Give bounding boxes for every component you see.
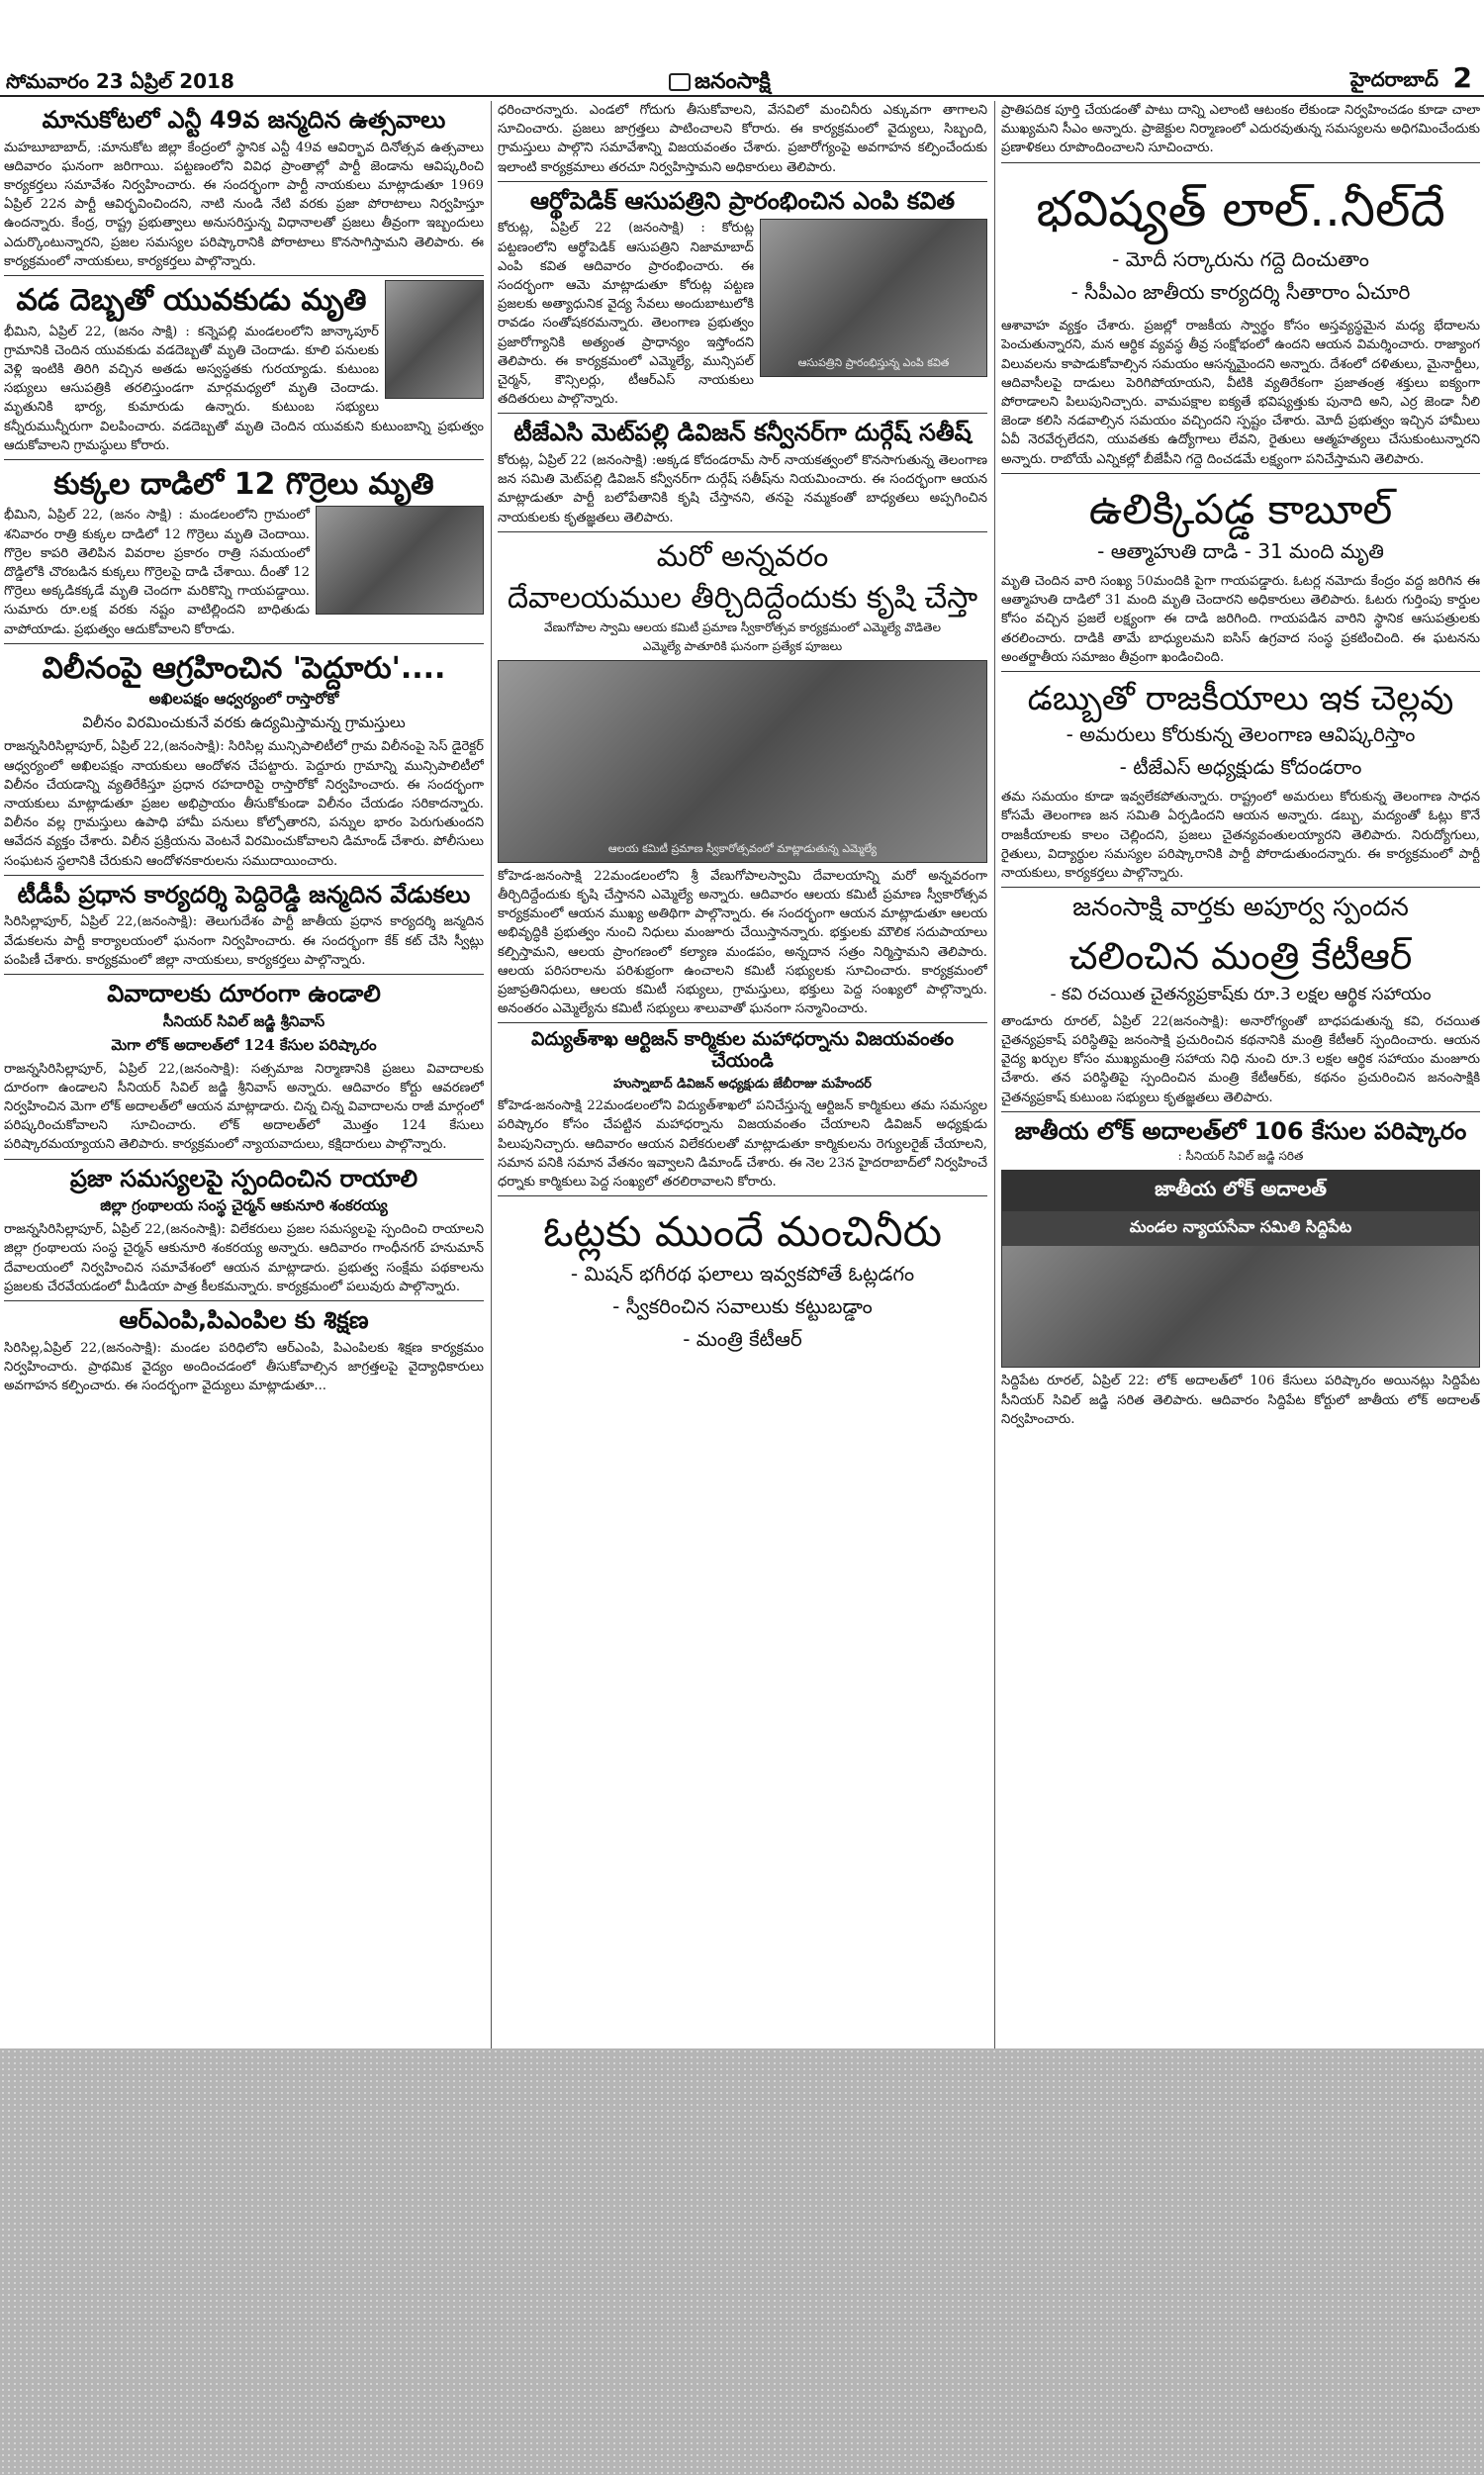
sub-headline: - స్వీకరించిన సవాలుకు కట్టుబడ్డాం — [612, 1294, 873, 1319]
edition-city: హైదరాబాద్ — [1349, 67, 1438, 91]
sub-headline: - సీపీఎం జాతీయ కార్యదర్శి సీతారాం ఏచూరి — [1070, 280, 1411, 305]
page-number: 2 — [1452, 61, 1472, 94]
divider — [1001, 162, 1480, 163]
divider — [4, 1159, 484, 1160]
column-divider — [994, 101, 995, 2048]
column-middle — [498, 101, 987, 2048]
article-body: రాజన్నసిరిసిల్లాపూర్, ఏప్రిల్ 22,(జనంసాక్షి): సిరిసిల్ల మున్సిపాలిటీలో గ్రామ విలీనంపై సెస్ డైరెక్టర్ ఆధ్వర్యంలో అఖిలపక్షం నాయకులు ఆందోళన చేపట్టారు. పెద్దూరు గ్రామాన్ని మున్సిపాలిటీలో విలీనం చేయడాన్ని వ్యతిరేకిస్తూ ప్రధాన రహదారిపై రాస్తారోకో నిర్వహించారు. ఈ సందర్భంగా నాయకులు మాట్లాడుతూ ప్రజల అభిప్రాయం తీసుకోకుండా విలీనం చేయడం సరికాదన్నారు. విలీనం వల్ల గ్రామస్తులు ఉపాధి హామీ పనులు కోల్పోతారని, పన్నుల భారం పెరుగుతుందని ఆవేదన వ్యక్తం చేశారు. విలీన ప్రక్రియను వెంటనే విరమించుకోవాలని డిమాండ్ చేశారు. పోలీసులు సంఘటన స్థలానికి చేరుకుని ఆందోళనకారులను సముదాయించారు. — [4, 739, 484, 869]
headline: ఆర్ఎంపి,పిఎంపిల కు శిక్షణ — [119, 1306, 369, 1334]
photo-banner: జాతీయ లోక్ అదాలత్ — [1002, 1171, 1479, 1211]
divider — [4, 275, 484, 276]
article-body: ధరించారన్నారు. ఎండలో గోదుగు తీసుకోవాలని, వేసవిలో మంచినీరు ఎక్కువగా తాగాలని సూచించారు. ప్రజలు జాగ్రత్తలు పాటించాలని కోరారు. ఈ కార్యక్రమంలో వైద్యులు, సిబ్బంది, గ్రామస్తులు పాల్గొని సమావేశాన్ని విజయవంతం చేశారు. ప్రజారోగ్యంపై అవగాహన కల్పించేందుకు ఇలాంటి కార్యక్రమాలు తరచూ నిర్వహిస్తామని అధికారులు తెలిపారు. — [498, 103, 987, 175]
divider — [498, 181, 987, 182]
article-body: మహబూబాబాద్, :మానుకోట జిల్లా కేంద్రంలో స్థానిక ఎన్టీ 49వ ఆవిర్భావ దినోత్సవ ఉత్సవాలు ఆదివారం ఘనంగా జరిగాయి. పట్టణంలోని వివిధ ప్రాంతాల్లో పార్టీ జెండాను ఆవిష్కరించి కార్యకర్తలు సమావేశం నిర్వహించారు. ఈ సందర్భంగా పార్టీ నాయకులు మాట్లాడుతూ 1969 ఏప్రిల్ 22న పార్టీ ఆవిర్భవించిందని, నాటి నుండి నేటి వరకు ప్రజా పోరాటాలు నిర్వహిస్తూ ఉందన్నారు. కేంద్ర, రాష్ట్ర ప్రభుత్వాలు అనుసరిస్తున్న విధానాలతో ప్రజలు తీవ్రంగా ఇబ్బందులు ఎదుర్కొంటున్నారని, ప్రజల సమస్యల పరిష్కారానికి పోరాటాలు కొనసాగిస్తామని తెలిపారు. ఈ కార్యక్రమంలో నాయకులు, కార్యకర్తలు పాల్గొన్నారు. — [4, 140, 484, 269]
headline: వడ దెబ్బతో యువకుడు మృతి — [16, 283, 367, 319]
headline: దేవాలయముల తీర్చిదిద్దేందుకు కృషి చేస్తా — [507, 581, 978, 617]
sub-headline: - ఆత్మాహుతి దాడి - 31 మంది మృతి — [1097, 539, 1384, 564]
divider — [498, 531, 987, 532]
paper-name: జనంసాక్షి — [695, 69, 771, 94]
article-body: తమ సమయం కూడా ఇవ్వలేకపోతున్నారు. రాష్ట్రంలో అమరులు కోరుకున్న తెలంగాణ సాధన కోసమే తెలంగాణ జన సమితి ఏర్పడిందని ఆయన అన్నారు. డబ్బు, మద్యంతో ఓట్లు కొనే రాజకీయాలకు కాలం చెల్లిందని, ప్రజలు చైతన్యవంతులయ్యారని తెలిపారు. నిరుద్యోగులు, రైతులు, విద్యార్థుల సమస్యల పరిష్కారానికి పార్టీ పోరాడుతుందన్నారు. ఈ కార్యక్రమంలో పార్టీ నాయకులు, కార్యకర్తలు పాల్గొన్నారు. — [1001, 790, 1480, 881]
headline: జాతీయ లోక్ అదాలత్‌లో 106 కేసుల పరిష్కారం — [1014, 1116, 1467, 1145]
column-divider — [491, 101, 492, 2048]
headline: భవిష్యత్ లాల్..నీల్‌దే — [1036, 179, 1445, 238]
article-body: ఆశావాహ వ్యక్తం చేశారు. ప్రజల్లో రాజకీయ స్వార్థం కోసం అస్తవ్యస్థమైన మధ్య భేదాలను పెంచుతున్నారని, మన ఆర్థిక వ్యవస్థ తీవ్ర సంక్షోభంలో ఉందని ఆయన విమర్శించారు. రాజ్యాంగ విలువలను కాపాడుకోవాల్సిన సమయం ఆసన్నమైందని అన్నారు. దేశంలో దళితులు, మైనార్టీలు, ఆదివాసీలపై దాడులు పెరిగిపోయాయని, వీటికి వ్యతిరేకంగా ప్రజాతంత్ర శక్తులు ఐక్యంగా పోరాడాలని పిలుపునిచ్చారు. వామపక్షాల ఐక్యతే భవిష్యత్తుకు పునాది అని, ఎర్ర జెండా నీలి జెండా కలిసి నడవాల్సిన సమయం వచ్చిందని స్పష్టం చేశారు. మోదీ ప్రభుత్వం ఇచ్చిన హామీలు ఏవీ నెరవేర్చలేదని, యువతకు ఉద్యోగాలు లేవని, రైతులు ఆత్మహత్యలు చేసుకుంటున్నారని అన్నారు. రాబోయే ఎన్నికల్లో బీజేపీని గద్దె దించడమే లక్ష్యంగా పనిచేస్తామని తెలిపారు. — [1001, 319, 1480, 467]
portrait-photo — [385, 280, 484, 399]
paper-logo — [669, 69, 771, 99]
article-body: మృతి చెందిన వారి సంఖ్య 50మందికి పైగా గాయపడ్డారు. ఓటర్ల నమోదు కేంద్రం వద్ద జరిగిన ఈ ఆత్మాహుతి దాడిలో 31 మంది మృతి చెందారని అధికారులు తెలిపారు. ఓటరు గుర్తింపు కార్డుల కోసం వచ్చిన ప్రజలే లక్ష్యంగా ఈ దాడి జరిగింది. గాయపడిన వారిని స్థానిక ఆసుపత్రులకు తరలించారు. దాడికి తామే బాధ్యులమని ఐసిస్ ఉగ్రవాద సంస్థ ప్రకటించింది. ఈ ఘటనను అంతర్జాతీయ సమాజం తీవ్రంగా ఖండించింది. — [1001, 574, 1480, 665]
column-right — [1001, 101, 1480, 2048]
unscanned-area — [0, 2048, 1484, 2475]
article-body: సిరిసిల్లాపూర్, ఏప్రిల్ 22,(జనంసాక్షి): తెలుగుదేశం పార్టీ జాతీయ ప్రధాన కార్యదర్శి జన్మదిన వేడుకలను పార్టీ కార్యాలయంలో ఘనంగా నిర్వహించారు. ఈ సందర్భంగా కేక్ కట్ చేసి స్వీట్లు పంపిణీ చేశారు. కార్యక్రమంలో జిల్లా నాయకులు, కార్యకర్తలు పాల్గొన్నారు. — [4, 914, 484, 968]
hospital-inauguration-photo — [760, 219, 987, 377]
headline: వివాదాలకు దూరంగా ఉండాలి — [107, 979, 381, 1007]
sub-headline: - మిషన్ భగీరథ ఫలాలు ఇవ్వకపోతే ఓట్లడగం — [570, 1262, 915, 1286]
headline: మానుకోటలో ఎన్టీ 49వ జన్మదిన ఉత్సవాలు — [42, 106, 446, 134]
headline: విలీనంపై ఆగ్రహించిన 'పెద్దూరు'.... — [42, 650, 446, 686]
sub-headline: - అమరులు కోరుకున్న తెలంగాణ ఆవిష్కరిస్తాం — [1066, 722, 1416, 747]
divider — [4, 459, 484, 460]
lok-adalat-photo — [1001, 1170, 1480, 1368]
headline: టీడీపీ ప్రధాన కార్యదర్శి పెద్దిరెడ్డి జన్మదిన వేడుకలు — [17, 880, 471, 908]
divider — [4, 1300, 484, 1301]
sub-headline: - టీజేఎస్ అధ్యక్షుడు కోదండరాం — [1119, 755, 1362, 780]
headline: ఉలిక్కిపడ్డ కాబూల్ — [1088, 484, 1393, 533]
article-body: భీమిని, ఏప్రిల్ 22, (జనం సాక్షి) : మండలంలోని గ్రామంలో శనివారం రాత్రి కుక్కల దాడిలో 12 గొర్రెలు మృతి చెందాయి. గొర్రెల కాపరి తెలిపిన వివరాల ప్రకారం రాత్రి సమయంలో దొడ్డిలోకి చొరబడిన కుక్కలు గొర్రెలపై దాడి చేశాయి. దీంతో 12 గొర్రెలు అక్కడికక్కడే మృతి చెందగా మరికొన్ని గాయపడ్డాయి. సుమారు రూ.లక్ష వరకు నష్టం వాటిల్లిందని బాధితుడు వాపోయాడు. ప్రభుత్వం ఆదుకోవాలని కోరాడు. — [4, 508, 310, 637]
article-body: సిరిసిల్ల,ఏప్రిల్ 22,(జనంసాక్షి): మండల పరిధిలోని ఆర్ఎంపి, పిఎంపిలకు శిక్షణ కార్యక్రమం నిర్వహించారు. ప్రాథమిక వైద్యం అందించడంలో తీసుకోవాల్సిన జాగ్రత్తలపై వైద్యాధికారులు అవగాహన కల్పించారు. ఈ సందర్భంగా వైద్యులు మాట్లాడుతూ... — [4, 1340, 484, 1393]
divider — [498, 413, 987, 414]
sub-headline: - మంత్రి కేటీఆర్ — [683, 1327, 802, 1352]
photo-caption: ఆసుపత్రిని ప్రారంభిస్తున్న ఎంపి కవిత — [797, 356, 950, 370]
divider — [1001, 473, 1480, 474]
issue-date: సోమవారం 23 ఏప్రిల్ 2018 — [6, 69, 234, 93]
divider — [1001, 671, 1480, 672]
article-body: సిద్దిపేట రూరల్, ఏప్రిల్ 22: లోక్ అదాలత్‌లో 106 కేసులు పరిష్కారం అయినట్లు సిద్దిపేట సీనియర్ సివిల్ జడ్జి సరిత తెలిపారు. ఆదివారం సిద్దిపేట కోర్టులో జాతీయ లోక్ అదాలత్ నిర్వహించారు. — [1001, 1374, 1480, 1427]
headline: కుక్కల దాడిలో 12 గొర్రెలు మృతి — [53, 466, 434, 502]
article-body: కోహెడ-జనంసాక్షి 22మండలంలోని విద్యుత్‌శాఖలో పనిచేస్తున్న ఆర్టిజన్ కార్మికులు తమ సమస్యల పరిష్కారం కోసం చేపట్టిన మహాధర్నాను విజయవంతం చేయాలని డివిజన్ అధ్యక్షుడు పిలుపునిచ్చారు. ఆదివారం ఆయన విలేకరులతో మాట్లాడుతూ కార్మికులను రెగ్యులరైజ్ చేయాలని, సమాన పనికి సమాన వేతనం ఇవ్వాలని డిమాండ్ చేశారు. ఈ నెల 23న హైదరాబాద్‌లో నిర్వహించే ధర్నాకు కార్మికులు పెద్ద సంఖ్యలో తరలిరావాలని కోరారు. — [498, 1098, 987, 1190]
column-left — [4, 101, 484, 2048]
kicker: వేణుగోపాల స్వామి ఆలయ కమిటీ ప్రమాణ స్వీకారోత్సవ కార్యక్రమంలో ఎమ్మెల్యే వొడితెల — [543, 619, 942, 634]
article-body: తాండూరు రూరల్, ఏప్రిల్ 22(జనంసాక్షి): అనారోగ్యంతో బాధపడుతున్న కవి, రచయిత చైతన్యప్రకాష్ పరిస్థితిపై జనంసాక్షి ప్రచురించిన కథనానికి మంత్రి కేటీఆర్ స్పందించారు. ఆయన వైద్య ఖర్చుల కోసం ముఖ్యమంత్రి సహాయ నిధి నుంచి రూ.3 లక్షల ఆర్థిక సహాయం మంజూరు చేశారు. తన పరిస్థితిపై స్పందించిన మంత్రి కేటీఆర్‌కు, కథనం ప్రచురించిన జనంసాక్షికి చైతన్యప్రకాష్ కుటుంబ సభ్యులు కృతజ్ఞతలు తెలిపారు. — [1001, 1013, 1480, 1105]
divider — [4, 974, 484, 975]
article-body: కోరుట్ల, ఏప్రిల్ 22 (జనంసాక్షి) :అక్కడ కోదండరామ్ సార్ నాయకత్వంలో కొనసాగుతున్న తెలంగాణ జన సమితి మెట్‌పల్లి డివిజన్ కన్వీనర్‌గా దుర్గేష్ సతీష్‌ను నియమించారు. ఈ సందర్భంగా ఆయన మాట్లాడుతూ పార్టీ బలోపేతానికి కృషి చేస్తానని, తనపై నమ్మకంతో బాధ్యతలు అప్పగించిన నాయకులకు కృతజ్ఞతలు తెలిపారు. — [498, 453, 987, 525]
headline: విద్యుత్‌శాఖ ఆర్టిజన్ కార్మికుల మహాధర్నాను విజయవంతం చేయండి — [530, 1028, 955, 1073]
divider — [4, 875, 484, 876]
sub-kicker: విలీనం విరమించుకునే వరకు ఉద్యమిస్తామన్న గ్రామస్తులు — [82, 714, 406, 732]
headline: ఓట్లకు ముందే మంచినీరు — [542, 1207, 943, 1257]
masthead — [0, 0, 1484, 97]
divider — [498, 1195, 987, 1196]
divider — [4, 643, 484, 644]
kicker: హుస్నాబాద్ డివిజన్ అధ్యక్షుడు జేబీరాజు మహేందర్ — [613, 1077, 872, 1093]
kicker: : సీనియర్ సివిల్ జడ్జి సరిత — [1177, 1149, 1304, 1164]
kicker: జిల్లా గ్రంథాలయ సంస్థ చైర్మన్ ఆకునూరి శంకరయ్య — [100, 1196, 388, 1215]
headline: ఆర్థోపెడిక్ ఆసుపత్రిని ప్రారంభించిన ఎంపి కవిత — [529, 186, 956, 215]
article-body: రాజన్నసిరిసిల్లాపూర్, ఏప్రిల్ 22,(జనంసాక్షి): సత్సమాజ నిర్మాణానికి ప్రజలు వివాదాలకు దూరంగా ఉండాలని సీనియర్ సివిల్ జడ్జి శ్రీనివాస్ అన్నారు. ఆదివారం కోర్టు ఆవరణలో నిర్వహించిన మెగా లోక్ అదాలత్‌లో ఆయన మాట్లాడారు. చిన్న చిన్న వివాదాలను రాజీ మార్గంలో పరిష్కరించుకోవాలని సూచించారు. లోక్ అదాలత్‌లో మొత్తం 124 కేసులు పరిష్కారమయ్యాయని తెలిపారు. కార్యక్రమంలో న్యాయవాదులు, కక్షిదారులు పాల్గొన్నారు. — [4, 1061, 484, 1153]
divider — [1001, 1111, 1480, 1112]
headline: మరో అన్నవరం — [656, 538, 829, 574]
article-body: రాజన్నసిరిసిల్లాపూర్, ఏప్రిల్ 22,(జనంసాక్షి): విలేకరులు ప్రజల సమస్యలపై స్పందించి రాయాలని జిల్లా గ్రంథాలయ సంస్థ చైర్మన్ ఆకునూరి శంకరయ్య అన్నారు. ఆదివారం గాంధీనగర్ హనుమాన్ దేవాలయంలో నిర్వహించిన సమావేశంలో ఆయన మాట్లాడారు. ప్రభుత్వ సంక్షేమ పథకాలను ప్రజలకు చేరవేయడంలో మీడియా పాత్ర కీలకమన్నారు. కార్యక్రమంలో పలువురు పాల్గొన్నారు. — [4, 1222, 484, 1294]
kicker: అఖిలపక్షం ఆధ్వర్యంలో రాస్తారోకో — [148, 690, 339, 709]
article-body: భీమిని, ఏప్రిల్ 22, (జనం సాక్షి) : కన్నెపల్లి మండలంలోని జాన్కాపూర్ గ్రామానికి చెందిన యువకుడు వడదెబ్బతో మృతి చెందాడు. కూలి పనులకు వెళ్లి ఇంటికి తిరిగి వచ్చిన అతడు అస్వస్థతకు గురయ్యాడు. కుటుంబ సభ్యులు ఆసుపత్రికి తరలిస్తుండగా మార్గమధ్యలో మృతి చెందాడు. మృతునికి భార్య, కుమారుడు ఉన్నారు. కుటుంబ సభ్యులు కన్నీరుమున్నీరుగా విలపించారు. వడదెబ్బతో మృతి చెందిన యువకుని కుటుంబాన్ని ప్రభుత్వం ఆదుకోవాలని గ్రామస్థులు కోరారు. — [4, 324, 484, 453]
kicker: సీనియర్ సివిల్ జడ్జి శ్రీనివాస్ — [162, 1011, 325, 1030]
article-body: కోహెడ-జనంసాక్షి 22మండలంలోని శ్రీ వేణుగోపాలస్వామి దేవాలయాన్ని మరో అన్నవరంగా తీర్చిదిద్దేందుకు కృషి చేస్తానని ఎమ్మెల్యే అన్నారు. ఆదివారం ఆలయ కమిటీ ప్రమాణ స్వీకారోత్సవ కార్యక్రమంలో ఆయన ముఖ్య అతిథిగా పాల్గొన్నారు. ఈ సందర్భంగా ఆయన మాట్లాడుతూ ఆలయ అభివృద్ధికి ప్రభుత్వం నుంచి నిధులు మంజూరు చేయిస్తానన్నారు. భక్తులకు మౌలిక సదుపాయాలు కల్పిస్తామని, ఆలయ ప్రాంగణంలో కల్యాణ మండపం, అన్నదాన సత్రం నిర్మిస్తామని తెలిపారు. ఆలయ పరిసరాలను పరిశుభ్రంగా ఉంచాలని కమిటీ సభ్యులకు సూచించారు. కార్యక్రమంలో ప్రజాప్రతినిధులు, ఆలయ కమిటీ సభ్యులు, గ్రామస్తులు, భక్తులు పెద్ద సంఖ్యలో పాల్గొన్నారు. అనంతరం ఎమ్మెల్యేను కమిటీ సభ్యులు శాలువాతో ఘనంగా సన్మానించారు. — [498, 868, 987, 1017]
temple-committee-photo — [498, 660, 987, 863]
article-body: ప్రాతిపదిక పూర్తి చేయడంతో పాటు దాన్ని ఎలాంటి ఆటంకం లేకుండా నిర్వహించడం కూడా చాలా ముఖ్యమని సీఎం అన్నారు. ప్రాజెక్టుల నిర్మాణంలో ఎదురవుతున్న సమస్యలను అధిగమించేందుకు ప్రణాళికలు రూపొందించాలని సూచించారు. — [1001, 103, 1480, 156]
headline: డబ్బుతో రాజకీయాలు ఇక చెల్లవు — [1027, 679, 1454, 719]
kicker: ఎమ్మెల్యే పాతూరికి ఘనంగా ప్రత్యేక పూజలు — [642, 638, 843, 653]
headline: ప్రజా సమస్యలపై స్పందించిన రాయాలి — [69, 1164, 418, 1192]
headline: టీజేఎసి మెట్‌పల్లి డివిజన్ కన్వీనర్‌గా దుర్గేష్ సతీష్ — [513, 419, 972, 447]
headline: చలించిన మంత్రి కేటీఆర్ — [1068, 934, 1413, 979]
divider — [1001, 887, 1480, 888]
sheep-photo — [316, 506, 484, 615]
sub-headline: - కవి రచయిత చైతన్యప్రకాష్‌కు రూ.3 లక్షల ఆర్థిక సహాయం — [1050, 984, 1432, 1004]
article-body: కోరుట్ల, ఏప్రిల్ 22 (జనంసాక్షి) : కోరుట్ల పట్టణంలోని ఆర్థోపెడిక్ ఆసుపత్రిని నిజామాబాద్ ఎంపి కవిత ఆదివారం ప్రారంభించారు. ఈ సందర్భంగా ఆమె మాట్లాడుతూ కోరుట్ల పట్టణ ప్రజలకు అత్యాధునిక వైద్య సేవలు అందుబాటులోకి రావడం సంతోషకరమన్నారు. తెలంగాణ ప్రభుత్వం ప్రజారోగ్యానికి అత్యంత ప్రాధాన్యం ఇస్తోందని తెలిపారు. ఈ కార్యక్రమంలో ఎమ్మెల్యే, మున్సిపల్ చైర్మన్, కౌన్సిలర్లు, టీఆర్ఎస్ నాయకులు తదితరులు పాల్గొన్నారు. — [498, 221, 754, 408]
divider — [498, 1022, 987, 1023]
photo-banner: మండల న్యాయసేవా సమితి సిద్దిపేట — [1002, 1211, 1479, 1246]
headline: జనంసాక్షి వార్తకు అపూర్వ స్పందన — [1072, 893, 1409, 923]
photo-caption: ఆలయ కమిటీ ప్రమాణ స్వీకారోత్సవంలో మాట్లాడుతున్న ఎమ్మెల్యే — [607, 841, 878, 855]
sub-headline: - మోదీ సర్కారును గద్దె దించుతాం — [1112, 247, 1369, 272]
logo-icon — [669, 73, 691, 91]
sub-kicker: మెగా లోక్ అదాలత్‌లో 124 కేసుల పరిష్కారం — [111, 1035, 377, 1054]
